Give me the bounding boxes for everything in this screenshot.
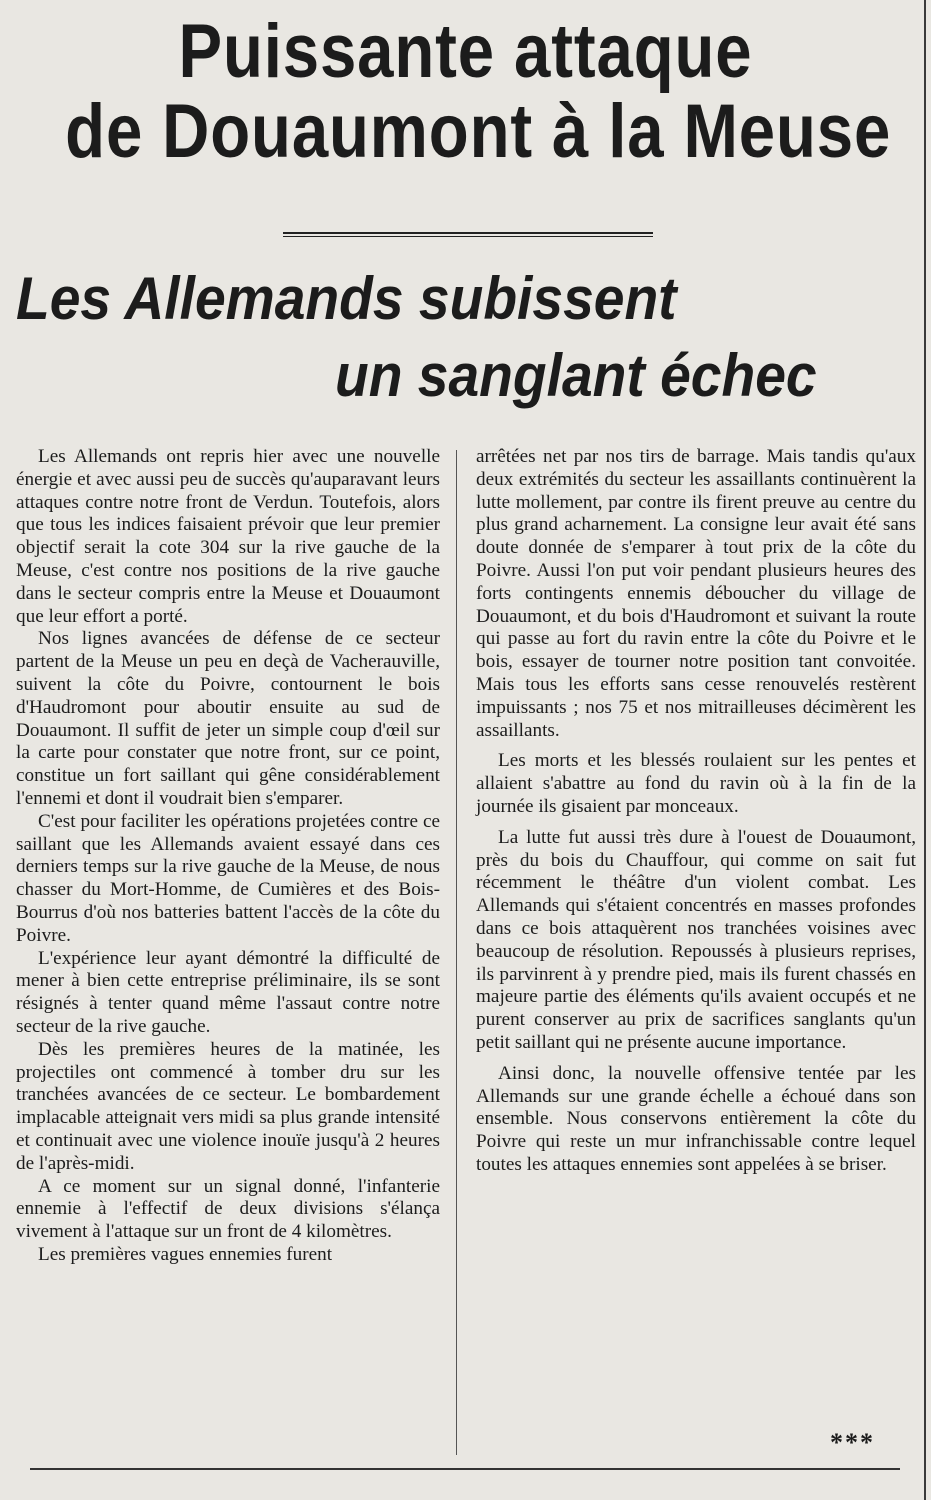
headline [65,9,892,174]
paragraph: Ainsi donc, la nouvelle offensive tentée par les Allemands sur une grande échelle a échoué dans son ensemble. Nous conservons entièrement la côte du Poivre qui reste un mur infranchissable contre lequel toutes les attaques ennemies sont appelées à se briser. [476,1062,916,1175]
subheadline-line-1: Les Allemands subissent [16,265,677,332]
headline-divider [283,232,653,237]
bottom-rule [30,1468,900,1470]
headline-line-2: de Douaumont à la Meuse [65,89,892,174]
paragraph: Les premières vagues ennemies furent [38,1243,333,1265]
paragraph: Les Allemands ont repris hier avec une nouvelle énergie et avec aussi peu de succès qu'auparavant leurs attaques contre notre front de Verdun. Toutefois, alors que tous les indices faisaient prévoir que leur premier objectif serait la cote 304 sur la rive gauche de la Meuse, c'est contre nos positions de la rive gauche dans le secteur compris entre la Meuse et Douaumont que leur effort a porté. [16,446,440,627]
article-column-left [16,446,440,1267]
paragraph: C'est pour faciliter les opérations projetées contre ce saillant que les Allemands avaient essayé dans ces derniers temps sur la rive gauche de la Meuse, de nous chasser du Mort-Homme, de Cumières et des Bois-Bourrus d'où nos batteries battent l'accès de la côte du Poivre. [16,810,440,946]
column-separator [456,450,457,1455]
paragraph-continued: arrêtées net par nos tirs de barrage. Mais tandis qu'aux deux extrémités du secteur les assaillants continuèrent la lutte mollement, par contre ils firent preuve au centre du plus grand acharnement. La consigne leur avait été sans doute donnée de s'emparer à tout prix de la côte du Poivre. Aussi l'on put voir pendant plusieurs heures des forts contingents ennemis déboucher du village de Douaumont, et du bois d'Haudromont et suivant la route qui passe au fort du ravin entre la côte du Poivre et le bois, essayer de tourner notre position tant convoitée. Mais tous les efforts sans cesse renouvelés restèrent impuissants ; nos 75 et nos mitrailleuses décimèrent les assaillants. [476,446,916,741]
headline-line-1: Puissante attaque [178,9,753,94]
end-mark: *** [830,1428,875,1457]
article-column-right [476,446,916,1177]
paragraph: Les morts et les blessés roulaient sur les pentes et allaient s'abattre au fond du ravin où à la fin de la journée ils gisaient par monceaux. [476,750,916,817]
paragraph: A ce moment sur un signal donné, l'infanterie ennemie à l'effectif de deux divisions s'élança vivement à l'attaque sur un front de 4 kilomètres. [16,1175,440,1243]
paragraph: Nos lignes avancées de défense de ce secteur partent de la Meuse un peu en deçà de Vacherauville, suivent la côte du Poivre, contournent le bois d'Haudromont pour aboutir ensuite au sud de Douaumont. Il suffit de jeter un simple coup d'œil sur la carte pour constater que notre front, sur ce point, constitue un fort saillant qui gêne considérablement l'ennemi et dont il voudrait bien s'emparer. [16,628,440,809]
paragraph: La lutte fut aussi très dure à l'ouest de Douaumont, près du bois du Chauffour, qui comme on sait fut récemment le théâtre d'un violent combat. Les Allemands qui s'étaient concentrés en masses profondes dans ce bois attaquèrent nos tranchées voisines avec beaucoup de résolution. Repoussés à plusieurs reprises, ils parvinrent à y prendre pied, mais ils furent chassés en majeure partie des éléments qu'ils avaient occupés et ne purent conserver au prix de sacrifices sanglants qu'un petit saillant qui ne présente aucune importance. [476,826,916,1053]
paragraph: L'expérience leur ayant démontré la difficulté de mener à bien cette entreprise préliminaire, ils se sont résignés à tenter quand même l'assaut contre notre secteur de la rive gauche. [16,947,440,1037]
paragraph: Dès les premières heures de la matinée, les projectiles ont commencé à tomber dru sur les tranchées avancées de ce secteur. Le bombardement implacable atteignait vers midi sa plus grande intensité et continuait avec une violence inouïe jusqu'à 2 heures de l'après-midi. [16,1038,440,1174]
right-column-rule [924,0,926,1500]
subheadline-line-2: un sanglant échec [335,342,817,409]
